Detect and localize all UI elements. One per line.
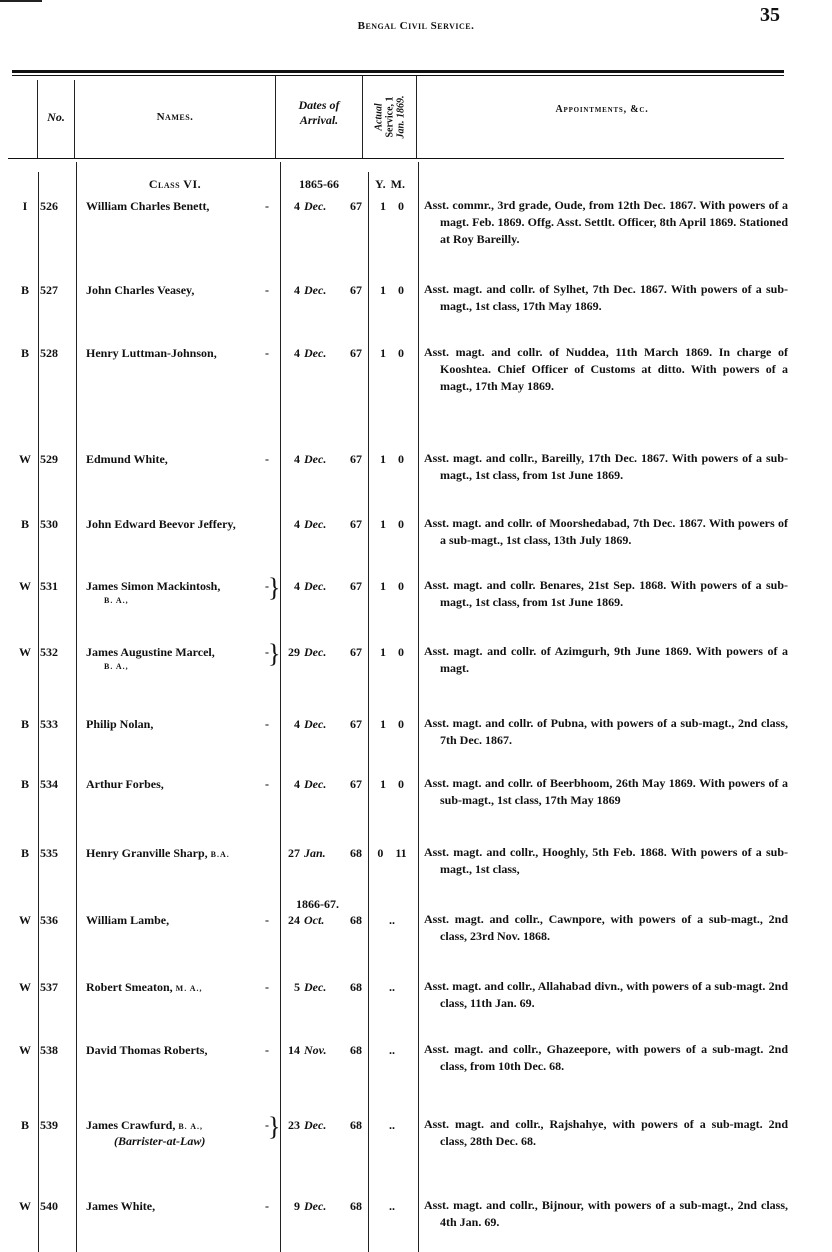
arrival-year: 67 bbox=[350, 645, 362, 659]
entry-name bbox=[86, 517, 274, 532]
leader-dash: - bbox=[265, 199, 269, 213]
appointment-text: Asst. magt. and collr., Cawnpore, with powers of a sub-magt., 2nd class, 23rd Nov. 1868. bbox=[424, 912, 788, 943]
arrival-date bbox=[278, 283, 368, 298]
qualification-subline: (Barrister-at-Law) bbox=[114, 1134, 206, 1148]
entry-name bbox=[86, 717, 274, 732]
arrival-date bbox=[278, 846, 368, 861]
arrival-year: 67 bbox=[350, 452, 362, 466]
arrival-year: 67 bbox=[350, 579, 362, 593]
appointment-text: Asst. magt. and collr. of Azimgurh, 9th June 1869. With powers of a magt. bbox=[424, 644, 788, 675]
page-number: 35 bbox=[760, 4, 780, 26]
presidency-mark: W bbox=[19, 1199, 31, 1213]
entry-name bbox=[86, 1043, 274, 1058]
appointment-text: Asst. magt. and collr., Hooghly, 5th Feb. 1868. With powers of a sub-magt., 1st class, bbox=[424, 845, 788, 876]
name-text: John Edward Beevor Jeffery, bbox=[86, 517, 236, 531]
leader-dash: - bbox=[265, 913, 269, 927]
arrival-month: Dec. bbox=[304, 579, 327, 593]
arrival-date bbox=[278, 717, 368, 732]
appointment-text: Asst. magt. and collr., Ghazeepore, with powers of a sub-magt. 2nd class, from 10th Dec. 68. bbox=[424, 1042, 788, 1073]
column-header-service-line2: Service, 1 bbox=[384, 96, 396, 138]
entry-number: 526 bbox=[40, 199, 58, 213]
actual-service: 1 0 bbox=[380, 717, 404, 731]
leader-dash: - bbox=[265, 346, 269, 360]
column-header-service bbox=[364, 80, 416, 154]
actual-service: 1 0 bbox=[380, 199, 404, 213]
entry-number: 529 bbox=[40, 452, 58, 466]
arrival-month: Dec. bbox=[304, 199, 327, 213]
appointment-text: Asst. magt. and collr. of Pubna, with powers of a sub-magt., 2nd class, 7th Dec. 1867. bbox=[424, 716, 788, 747]
actual-service: 1 0 bbox=[380, 346, 404, 360]
name-text: James Crawfurd, bbox=[86, 1118, 176, 1132]
leader-dash: - bbox=[265, 645, 269, 659]
column-header-appointments: Appointments, &c. bbox=[555, 104, 649, 115]
arrival-date bbox=[278, 517, 368, 532]
presidency-mark: W bbox=[19, 1043, 31, 1057]
column-header-no: No. bbox=[47, 110, 65, 124]
presidency-mark: B bbox=[20, 346, 29, 360]
entry-number: 536 bbox=[40, 913, 58, 927]
entry-name bbox=[86, 579, 274, 605]
actual-service: .. bbox=[389, 1199, 395, 1213]
arrival-month: Nov. bbox=[304, 1043, 327, 1057]
name-text: David Thomas Roberts, bbox=[86, 1043, 208, 1057]
presidency-mark: W bbox=[19, 980, 31, 994]
arrival-day: 4 bbox=[294, 717, 300, 731]
name-text: James Augustine Marcel, bbox=[86, 645, 215, 659]
column-header-service-line1: Actual bbox=[373, 103, 385, 131]
appointment-text: Asst. magt. and collr., Bareilly, 17th Dec. 1867. With powers of a sub-magt., 1st class, from 1st June 1869. bbox=[424, 451, 788, 482]
presidency-mark: B bbox=[20, 283, 29, 297]
leader-dash: - bbox=[265, 777, 269, 791]
arrival-date bbox=[278, 1199, 368, 1214]
column-rule bbox=[416, 76, 417, 158]
presidency-mark: B bbox=[20, 846, 29, 860]
entry-number: 538 bbox=[40, 1043, 58, 1057]
actual-service: 1 0 bbox=[380, 645, 404, 659]
arrival-date bbox=[278, 452, 368, 467]
appointment-text: Asst. commr., 3rd grade, Oude, from 12th Dec. 1867. With powers of a magt. Feb. 1869. Offg. Asst. Settlt. Officer, 8th April 1869. Stationed at Roy Bareilly. bbox=[424, 198, 788, 246]
column-rule bbox=[280, 162, 281, 1252]
appointment-text: Asst. magt. and collr., Bijnour, with powers of a sub-magt., 2nd class, 4th Jan. 69. bbox=[424, 1198, 788, 1229]
arrival-day: 4 bbox=[294, 517, 300, 531]
degree-subline: B. A., bbox=[104, 596, 129, 605]
actual-service: .. bbox=[389, 1118, 395, 1132]
arrival-year: 67 bbox=[350, 283, 362, 297]
entry-name bbox=[86, 777, 274, 792]
arrival-year: 68 bbox=[350, 846, 362, 860]
arrival-year: 67 bbox=[350, 199, 362, 213]
entry-name bbox=[86, 1199, 274, 1214]
appointment-text: Asst. magt. and collr., Allahabad divn., with powers of a sub-magt. 2nd class, 11th Jan. 69. bbox=[424, 979, 788, 1010]
arrival-day: 29 bbox=[288, 645, 300, 659]
arrival-day: 27 bbox=[288, 846, 300, 860]
column-header-service-line3: Jan. 1869. bbox=[395, 95, 407, 139]
appointment-text: Asst. magt. and collr. Benares, 21st Sep. 1868. With powers of a sub-magt., 1st class, from 1st June 1869. bbox=[424, 578, 788, 609]
column-rule bbox=[38, 172, 39, 1252]
appointment-text: Asst. magt. and collr. of Beerbhoom, 26th May 1869. With powers of a sub-magt., 1st class, 17th May 1869 bbox=[424, 776, 788, 807]
class-label: Class VI. bbox=[148, 177, 202, 191]
presidency-mark: W bbox=[19, 452, 31, 466]
degree-subline: B. A., bbox=[104, 662, 129, 671]
entry-number: 534 bbox=[40, 777, 58, 791]
brace: } bbox=[268, 573, 281, 602]
entry-name bbox=[86, 346, 274, 361]
entry-number: 530 bbox=[40, 517, 58, 531]
entry-name bbox=[86, 913, 274, 928]
leader-dash: - bbox=[265, 452, 269, 466]
appointment-text: Asst. magt. and collr. of Nuddea, 11th March 1869. In charge of Kooshtea. Chief Officer of Customs at ditto. With powers of a magt., 17th May 1869. bbox=[424, 345, 788, 393]
entry-name bbox=[86, 846, 274, 861]
leader-dash: - bbox=[265, 283, 269, 297]
arrival-day: 24 bbox=[288, 913, 300, 927]
arrival-date bbox=[278, 645, 368, 660]
arrival-day: 4 bbox=[294, 452, 300, 466]
presidency-mark: W bbox=[19, 913, 31, 927]
name-text: Arthur Forbes, bbox=[86, 777, 164, 791]
arrival-year: 68 bbox=[350, 1043, 362, 1057]
entry-number: 531 bbox=[40, 579, 58, 593]
presidency-mark: W bbox=[19, 645, 31, 659]
name-text: Henry Luttman-Johnson, bbox=[86, 346, 217, 360]
arrival-date bbox=[278, 199, 368, 214]
actual-service: .. bbox=[389, 980, 395, 994]
arrival-month: Dec. bbox=[304, 283, 327, 297]
leader-dash: - bbox=[265, 980, 269, 994]
actual-service: 1 0 bbox=[380, 777, 404, 791]
header-rule-thick bbox=[12, 70, 784, 73]
arrival-year: 67 bbox=[350, 777, 362, 791]
appointment-text: Asst. magt. and collr. of Moorshedabad, 7th Dec. 1867. With powers of a sub-magt., 1st class, 13th July 1869. bbox=[424, 516, 788, 547]
entry-name bbox=[86, 1118, 274, 1149]
entry-number: 540 bbox=[40, 1199, 58, 1213]
leader-dash: - bbox=[265, 1043, 269, 1057]
name-text: James White, bbox=[86, 1199, 156, 1213]
name-text: Henry Granville Sharp, bbox=[86, 846, 208, 860]
name-text: John Charles Veasey, bbox=[86, 283, 195, 297]
entry-number: 533 bbox=[40, 717, 58, 731]
actual-service: .. bbox=[389, 913, 395, 927]
column-rule bbox=[362, 76, 363, 158]
actual-service: 0 11 bbox=[377, 846, 407, 860]
header-rule-bottom bbox=[8, 158, 784, 159]
leader-dash: - bbox=[265, 1199, 269, 1213]
arrival-day: 9 bbox=[294, 1199, 300, 1213]
actual-service: 1 0 bbox=[380, 283, 404, 297]
running-head: Bengal Civil Service. bbox=[357, 20, 475, 32]
arrival-month: Dec. bbox=[304, 1118, 327, 1132]
arrival-year: 68 bbox=[350, 1199, 362, 1213]
name-text: James Simon Mackintosh, bbox=[86, 579, 221, 593]
arrival-day: 4 bbox=[294, 346, 300, 360]
arrival-date bbox=[278, 1118, 368, 1133]
appointment-text: Asst. magt. and collr., Rajshahye, with powers of a sub-magt. 2nd class, 28th Dec. 68. bbox=[424, 1117, 788, 1148]
entry-number: 528 bbox=[40, 346, 58, 360]
arrival-month: Dec. bbox=[304, 777, 327, 791]
arrival-date bbox=[278, 1043, 368, 1058]
entry-name bbox=[86, 199, 274, 214]
degree: B. A., bbox=[178, 1122, 203, 1131]
arrival-year: 68 bbox=[350, 913, 362, 927]
entry-number: 539 bbox=[40, 1118, 58, 1132]
arrival-year: 67 bbox=[350, 517, 362, 531]
arrival-month: Dec. bbox=[304, 980, 327, 994]
presidency-mark: W bbox=[19, 579, 31, 593]
presidency-mark: I bbox=[22, 199, 28, 213]
arrival-month: Dec. bbox=[304, 452, 327, 466]
presidency-mark: B bbox=[20, 517, 29, 531]
name-text: William Lambe, bbox=[86, 913, 170, 927]
degree: M. A., bbox=[175, 984, 203, 993]
leader-dash: - bbox=[265, 1118, 269, 1132]
leader-dash: - bbox=[265, 579, 269, 593]
year-label: 1865-66 bbox=[299, 177, 339, 191]
column-header-dates bbox=[276, 98, 362, 128]
arrival-date bbox=[278, 777, 368, 792]
name-text: Philip Nolan, bbox=[86, 717, 154, 731]
arrival-month: Dec. bbox=[304, 346, 327, 360]
arrival-year: 68 bbox=[350, 1118, 362, 1132]
entry-name bbox=[86, 452, 274, 467]
entry-name bbox=[86, 980, 274, 995]
presidency-mark: B bbox=[20, 777, 29, 791]
entry-number: 537 bbox=[40, 980, 58, 994]
brace: } bbox=[268, 1112, 281, 1141]
column-rule bbox=[74, 80, 75, 158]
name-text: William Charles Benett, bbox=[86, 199, 210, 213]
leader-dash: - bbox=[265, 717, 269, 731]
column-rule bbox=[418, 162, 419, 1252]
degree: B.A. bbox=[210, 850, 230, 859]
arrival-month: Dec. bbox=[304, 517, 327, 531]
arrival-day: 4 bbox=[294, 777, 300, 791]
arrival-year: 67 bbox=[350, 717, 362, 731]
arrival-date bbox=[278, 897, 368, 928]
arrival-date bbox=[278, 980, 368, 995]
arrival-year: 68 bbox=[350, 980, 362, 994]
arrival-day: 4 bbox=[294, 579, 300, 593]
actual-service: 1 0 bbox=[380, 452, 404, 466]
name-text: Robert Smeaton, bbox=[86, 980, 173, 994]
arrival-year: 67 bbox=[350, 346, 362, 360]
arrival-day: 4 bbox=[294, 283, 300, 297]
arrival-month: Dec. bbox=[304, 1199, 327, 1213]
column-rule bbox=[368, 172, 369, 1252]
arrival-month: Jan. bbox=[304, 846, 326, 860]
entry-name bbox=[86, 645, 274, 671]
presidency-mark: B bbox=[20, 717, 29, 731]
arrival-day: 14 bbox=[288, 1043, 300, 1057]
column-header-dates-line1: Dates of bbox=[298, 98, 340, 112]
corner-rule bbox=[0, 0, 42, 2]
header-rule-thin bbox=[12, 75, 784, 76]
arrival-month: Dec. bbox=[304, 717, 327, 731]
column-header-dates-line2: Arrival. bbox=[299, 113, 339, 127]
entry-name bbox=[86, 283, 274, 298]
arrival-month: Oct. bbox=[304, 913, 325, 927]
arrival-date bbox=[278, 346, 368, 361]
brace: } bbox=[268, 639, 281, 668]
actual-service: 1 0 bbox=[380, 579, 404, 593]
years-months-label: Y. M. bbox=[375, 177, 405, 191]
name-text: Edmund White, bbox=[86, 452, 168, 466]
arrival-day: 5 bbox=[294, 980, 300, 994]
entry-number: 535 bbox=[40, 846, 58, 860]
entry-number: 532 bbox=[40, 645, 58, 659]
column-header-names: Names. bbox=[156, 111, 194, 123]
arrival-month: Dec. bbox=[304, 645, 327, 659]
column-rule bbox=[76, 162, 77, 1252]
arrival-day: 4 bbox=[294, 199, 300, 213]
arrival-date bbox=[278, 579, 368, 594]
actual-service: .. bbox=[389, 1043, 395, 1057]
arrival-day: 23 bbox=[288, 1118, 300, 1132]
appointment-text: Asst. magt. and collr. of Sylhet, 7th Dec. 1867. With powers of a sub-magt., 1st class, 17th May 1869. bbox=[424, 282, 788, 313]
season-label: 1866-67. bbox=[296, 897, 339, 911]
presidency-mark: B bbox=[20, 1118, 29, 1132]
entry-number: 527 bbox=[40, 283, 58, 297]
actual-service: 1 0 bbox=[380, 517, 404, 531]
